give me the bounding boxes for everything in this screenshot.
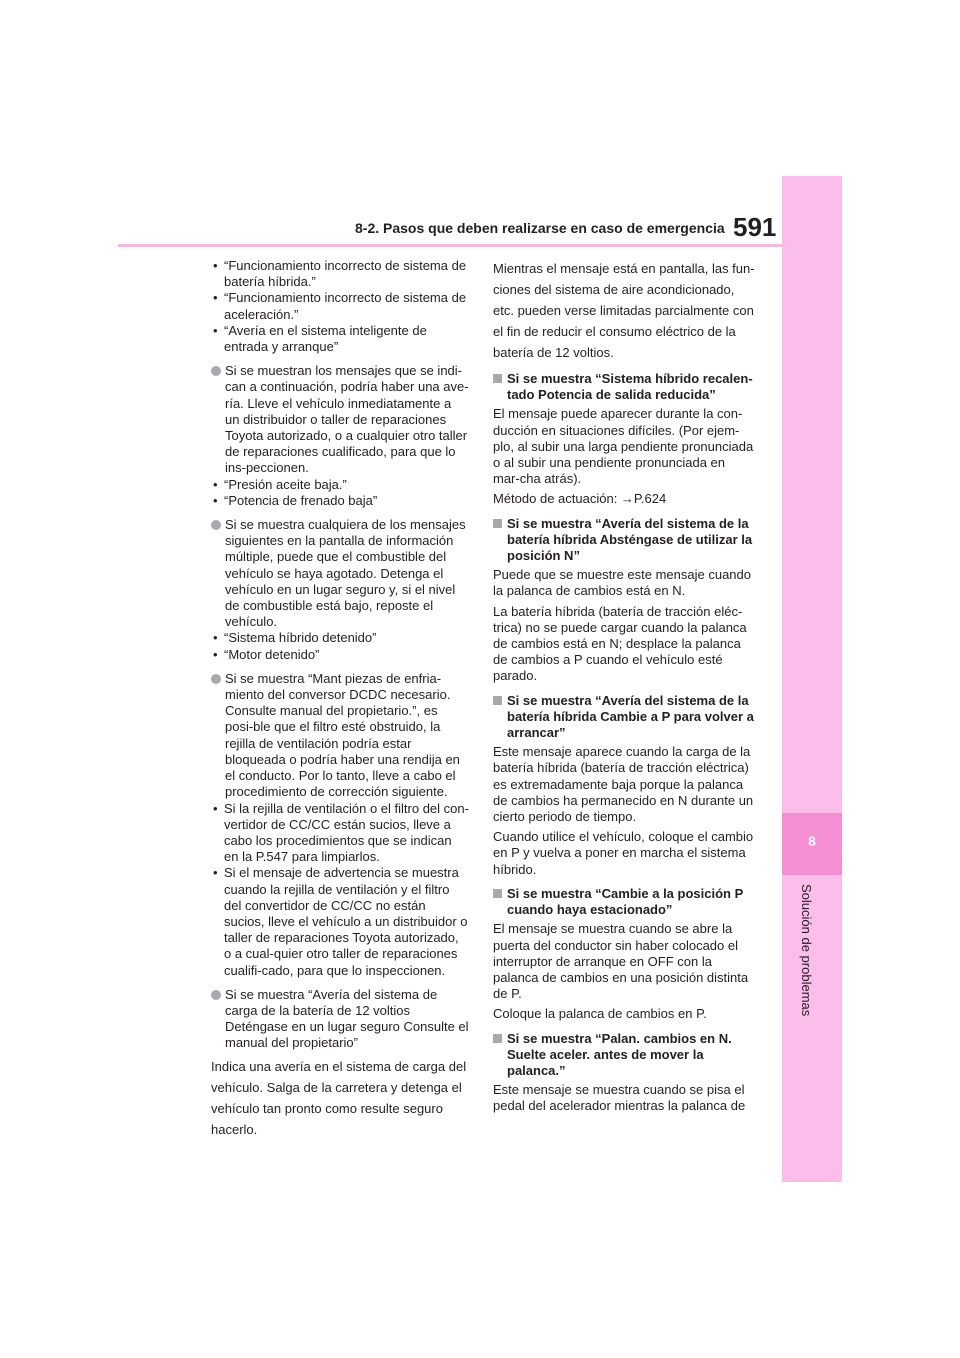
header-divider (118, 244, 782, 247)
right-column (493, 258, 755, 1115)
point-text: Si se muestran los mensajes que se indi-can a continuación, podría haber una ave-ría. Lleve el vehículo inmediatamente a un distribuidor o taller de reparaciones Toyota autorizado, o a cualquier otro taller de reparaciones cualificado, para que lo ins-peccionen. (225, 363, 469, 476)
point-text: Si se muestra “Avería del sistema de carga de la batería de 12 voltios Deténgase en un lugar seguro Consulte el manual del propietario” (225, 986, 469, 1051)
section-heading (493, 693, 755, 742)
point-item (211, 363, 469, 476)
paragraph: Coloque la palanca de cambios en P. (493, 1006, 707, 1022)
heading-text: Si se muestra “Sistema híbrido recalen-tado Potencia de salida reducida” (507, 371, 753, 403)
heading-text: Si se muestra “Avería del sistema de la batería híbrida Absténgase de utilizar la posición N” (507, 515, 753, 564)
section-heading (493, 1031, 755, 1080)
list-item: • “Sistema híbrido detenido” (211, 630, 469, 646)
bullet-circle-icon (211, 990, 221, 1000)
list-item: • “Motor detenido” (211, 647, 469, 663)
point-text: Si se muestra cualquiera de los mensajes siguientes en la pantalla de información múltiple, puede que el combustible del vehículo se haya agotado. Detenga el vehículo en un lugar seguro y, si el nivel de combustible está bajo, reposte el vehículo. (225, 517, 466, 630)
point-item (211, 987, 469, 1052)
list-item: • Si el mensaje de advertencia se muestra cuando la rejilla de ventilación y el filtro del convertidor de CC/CC no están sucios, lleve el vehículo a un distribuidor o taller de reparaciones Toyota autorizado, o a cual-quier otro taller de reparaciones cualifi-cado, para que lo inspeccionen. (211, 865, 469, 978)
list-item: • “Funcionamiento incorrecto de sistema de aceleración.” (211, 290, 469, 322)
left-column (211, 258, 469, 1140)
bullet-circle-icon (211, 366, 221, 376)
list-item: • Si la rejilla de ventilación o el filtro del con-vertidor de CC/CC están sucios, lleve a cabo los procedimientos que se indican en la P.547 para limpiarlos. (211, 801, 469, 866)
bullet-square-icon (493, 374, 502, 383)
bullet-circle-icon (211, 674, 221, 684)
paragraph: El mensaje se muestra cuando se abre la puerta del conductor sin haber colocado el interruptor de arranque en OFF con la palanca de cambios en una posición distinta de P. (493, 921, 749, 1002)
bullet-square-icon (493, 1034, 502, 1043)
paragraph: Este mensaje se muestra cuando se pisa el pedal del acelerador mientras la palanca de (493, 1082, 746, 1114)
list-item: • “Funcionamiento incorrecto de sistema de batería híbrida.” (211, 258, 469, 290)
paragraph: Puede que se muestre este mensaje cuando la palanca de cambios está en N. (493, 567, 752, 599)
list-item: • “Potencia de frenado baja” (211, 493, 469, 509)
list-item: • “Presión aceite baja.” (211, 477, 469, 493)
bullet-circle-icon (211, 520, 221, 530)
heading-text: Si se muestra “Palan. cambios en N. Suelte aceler. antes de mover la palanca.” (507, 1030, 732, 1078)
paragraph: Este mensaje aparece cuando la carga de la batería híbrida (batería de tracción eléctrica) es extremadamente baja porque la palanca de cambios ha permanecido en N durante un cierto periodo de tiempo. (493, 744, 754, 825)
closing-paragraph: Indica una avería en el sistema de carga del vehículo. Salga de la carretera y detenga el vehículo tan pronto como resulte seguro hacerlo. (211, 1058, 467, 1137)
paragraph: Cuando utilice el vehículo, coloque el cambio en P y vuelva a poner en marcha el sistema híbrido. (493, 829, 754, 877)
paragraph: Método de actuación: →P.624 (493, 491, 667, 507)
heading-text: Si se muestra “Avería del sistema de la batería híbrida Cambie a P para volver a arrancar” (507, 692, 754, 741)
heading-text: Si se muestra “Cambie a la posición P cuando haya estacionado” (507, 885, 744, 918)
intro-paragraph: Mientras el mensaje está en pantalla, las fun-ciones del sistema de aire acondicionado, etc. pueden verse limitadas parcialmente con el fin de reducir el consumo eléctrico de la batería de 12 voltios. (493, 261, 755, 360)
bullet-square-icon (493, 519, 502, 528)
point-text: Si se muestra “Mant piezas de enfria-miento del conversor DCDC necesario. Consulte manual del propietario.”, es posi-ble que el filtro esté obstruido, la rejilla de ventilación podría estar bloqueada o podría haber una rendija en el conducto. Por lo tanto, lleve a cabo el procedimiento de corrección siguiente. (225, 670, 460, 800)
chapter-number: 8 (808, 833, 816, 849)
section-title: 8-2. Pasos que deben realizarse en caso de emergencia (355, 220, 725, 236)
bullet-square-icon (493, 889, 502, 898)
point-item (211, 517, 469, 630)
section-heading (493, 371, 755, 403)
paragraph: El mensaje puede aparecer durante la con-ducción en situaciones difíciles. (Por ejem-plo, al subir una larga pendiente pronunciada o al subir una pendiente pronunciada en mar-cha atrás). (493, 406, 754, 487)
page-number: 591 (733, 212, 777, 242)
chapter-label: Solución de problemas (799, 884, 814, 1017)
paragraph: La batería híbrida (batería de tracción eléc-trica) no se puede cargar cuando la palanca de cambios está en N; desplace la palanca de cambios a P cuando el vehículo esté parado. (493, 603, 747, 684)
point-item (211, 671, 469, 801)
section-heading (493, 886, 755, 918)
bullet-square-icon (493, 696, 502, 705)
list-item: • “Avería en el sistema inteligente de entrada y arranque” (211, 323, 469, 355)
section-heading (493, 516, 755, 565)
